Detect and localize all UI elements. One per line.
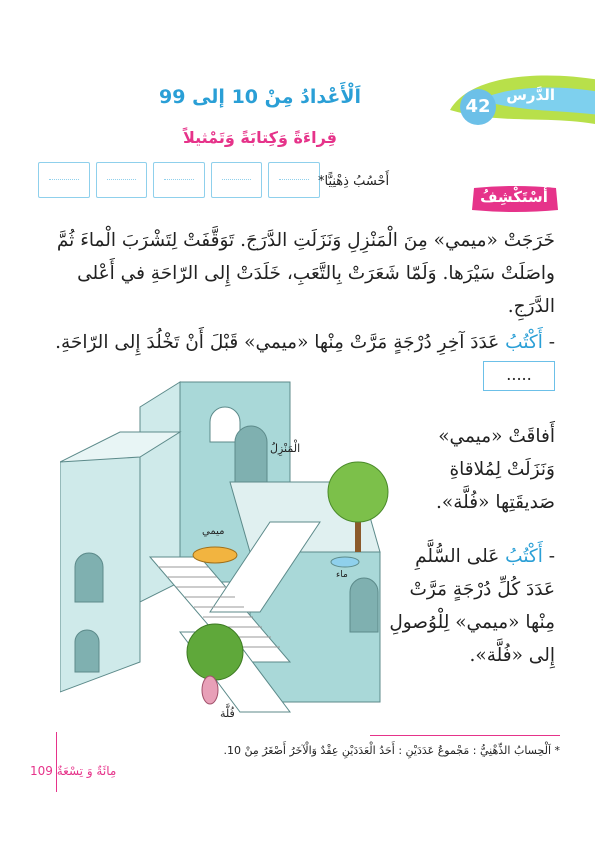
- task-2: [385, 540, 555, 672]
- lesson-word: الدَّرس: [506, 86, 555, 104]
- task-2-text: عَلى السُّلَّمِ عَدَدَ كُلِّ دُرْجَةٍ مَرَّتْ مِنْها «ميمي» لِلْوُصولِ إِلى «فُلَّة».: [389, 546, 555, 666]
- page-number-divider: [56, 732, 57, 792]
- page-number-words: مِائَةٌ وَ تِسْعَةٌ: [56, 764, 117, 778]
- mental-calc-box[interactable]: [211, 162, 263, 198]
- mental-calc-boxes: [38, 162, 320, 198]
- label-fulla: فُلَّة: [220, 707, 235, 720]
- mental-calc-box[interactable]: [38, 162, 90, 198]
- task-2-verb: أَكْتُبُ: [505, 546, 543, 567]
- footnote-divider: [370, 735, 560, 736]
- task-2-marker: -: [542, 546, 555, 567]
- lesson-number: 42: [460, 89, 496, 125]
- label-mimi: ميمي: [202, 526, 225, 537]
- mental-calc-label: أَحْسُبُ ذِهْنِيًّا*: [318, 174, 390, 189]
- narrative-2: أَفاقَتْ «ميمي» وَنَزَلَتْ لِمُلاقاةِ صَديقَتِها «فُلَّة».: [436, 426, 555, 513]
- page-title: اَلْأَعْدادُ مِنْ 10 إلى 99: [159, 86, 361, 108]
- task-1-text: عَدَدَ آخِرِ دُرْجَةٍ مَرَّتْ مِنْها «ميمي» قَبْلَ أَنْ تَخْلُدَ إِلى الرّاحَةِ.: [55, 332, 506, 353]
- label-house: الْمَنْزِلُ: [270, 442, 301, 455]
- task-1-answer-box[interactable]: .....: [483, 361, 555, 391]
- task-1-marker: -: [542, 332, 555, 353]
- page-subtitle: قِراءَةً وَكِتابَةً وَتَمْثيلاً: [182, 128, 338, 147]
- footnote: * اَلْحِسابُ الذِّهْنِيُّ : مَجْموعُ عَدَدَيْنِ : أَحَدُ الْعَدَدَيْنِ عِقْدٌ وَالْآخَرُ أَصْغَرُ مِنْ 10.: [223, 744, 560, 757]
- mental-calc-box[interactable]: [268, 162, 320, 198]
- discover-label: أَسْتَكْشِفُ: [480, 188, 548, 206]
- story-paragraph: خَرَجَتْ «ميمي» مِنَ الْمَنْزِلِ وَنَزَلَتِ الدَّرَجَ. تَوَقَّفَتْ لِتَشْرَبَ الْماءَ ثُمَّ واصَلَتْ سَيْرَها. وَلَمّا شَعَرَتْ بِالتَّعَبِ، خَلَدَتْ إِلى الرّاحَةِ في أَعْلى الدَّرَجِ.: [56, 230, 555, 317]
- staircase-illustration: [60, 372, 390, 722]
- page-number-digits: 109: [30, 764, 53, 778]
- mental-calc-box[interactable]: [153, 162, 205, 198]
- page-number: [30, 764, 116, 778]
- label-water: ماء: [336, 570, 348, 580]
- task-1-verb: أَكْتُبُ: [505, 332, 543, 353]
- mental-calc-box[interactable]: [96, 162, 148, 198]
